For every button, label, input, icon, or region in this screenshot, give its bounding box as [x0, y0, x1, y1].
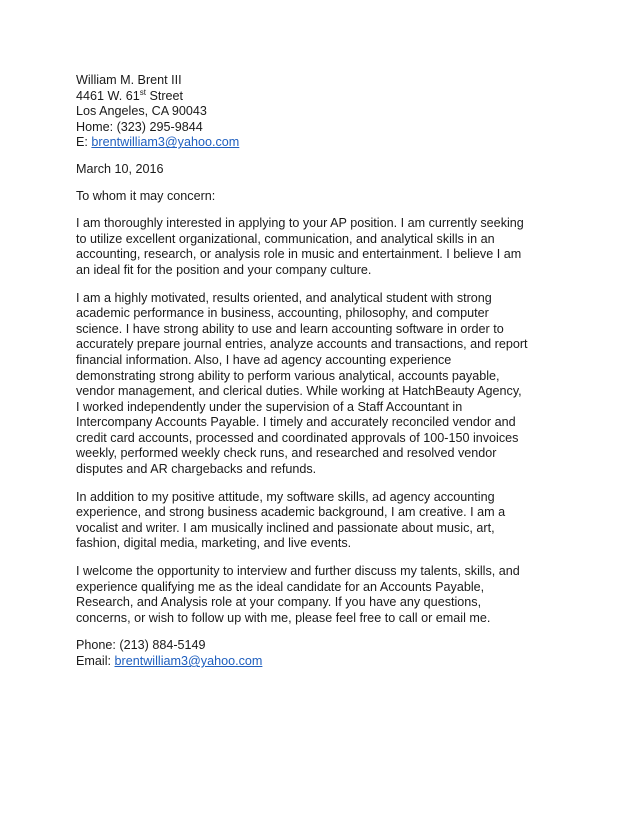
- paragraph-line: I am a highly motivated, results oriented, and analytical student with strong: [76, 290, 492, 305]
- sender-street: [76, 89, 566, 105]
- paragraph-line: accurately prepare journal entries, analyze accounts and transactions, and report: [76, 337, 528, 352]
- letter-body: [76, 216, 566, 638]
- paragraph-line: credit card accounts, processed and coordinated approvals of 100-150 invoices: [76, 430, 519, 445]
- contact-email-link[interactable]: brentwilliam3@yahoo.com: [114, 654, 263, 668]
- paragraph-line: concerns, or wish to follow up with me, please feel free to call or email me.: [76, 610, 491, 625]
- body-paragraph: [76, 291, 566, 478]
- street-name: Street: [145, 88, 184, 103]
- paragraph-line: experience, and strong business academic background, I am creative. I am a: [76, 505, 506, 520]
- paragraph-line: disputes and AR chargebacks and refunds.: [76, 462, 317, 477]
- paragraph-line: Intercompany Accounts Payable. I timely and accurately reconciled vendor and: [76, 415, 516, 430]
- sender-block: [76, 73, 566, 151]
- paragraph-line: an ideal fit for the position and your company culture.: [76, 262, 372, 277]
- contact-email-line: [76, 654, 566, 670]
- sender-email-label: E:: [76, 135, 92, 150]
- contact-phone: Phone: (213) 884-5149: [76, 638, 206, 653]
- paragraph-line: experience qualifying me as the ideal candidate for an Accounts Payable,: [76, 579, 485, 594]
- paragraph-line: to utilize excellent organizational, communication, and analytical skills in an: [76, 231, 495, 246]
- paragraph-line: I welcome the opportunity to interview and further discuss my talents, skills, and: [76, 564, 520, 579]
- paragraph-line: Research, and Analysis role at your company. If you have any questions,: [76, 595, 482, 610]
- body-paragraph: [76, 216, 566, 278]
- paragraph-line: I am thoroughly interested in applying to your AP position. I am currently seeking: [76, 216, 524, 231]
- contact-block: [76, 638, 566, 669]
- paragraph-line: demonstrating strong ability to perform various analytical, accounts payable,: [76, 368, 500, 383]
- paragraph-line: accounting, research, or analysis role in music and entertainment. I believe I am: [76, 247, 522, 262]
- contact-email-label: Email:: [76, 654, 115, 668]
- paragraph-line: academic performance in business, accounting, philosophy, and computer: [76, 306, 489, 321]
- paragraph-line: fashion, digital media, marketing, and live events.: [76, 536, 352, 551]
- sender-home-phone: Home: (323) 295-9844: [76, 119, 203, 134]
- body-paragraph: [76, 564, 566, 626]
- body-paragraph: [76, 490, 566, 552]
- paragraph-line: I worked independently under the supervision of a Staff Accountant in: [76, 399, 463, 414]
- letter-page: [76, 73, 566, 670]
- sender-city: Los Angeles, CA 90043: [76, 104, 207, 119]
- paragraph-line: weekly, performed weekly check runs, and researched and resolved vendor: [76, 446, 497, 461]
- sender-email-line: [76, 135, 566, 151]
- sender-name: William M. Brent III: [76, 73, 182, 87]
- letter-date: March 10, 2016: [76, 161, 164, 176]
- street-suffix: st: [139, 87, 146, 97]
- paragraph-line: vendor management, and clerical duties. While working at HatchBeauty Agency,: [76, 384, 522, 399]
- paragraph-line: vocalist and writer. I am musically inclined and passionate about music, art,: [76, 520, 495, 535]
- sender-email-link[interactable]: brentwilliam3@yahoo.com: [91, 135, 240, 150]
- street-number: 4461 W. 61: [76, 88, 140, 103]
- paragraph-line: In addition to my positive attitude, my software skills, ad agency accounting: [76, 489, 495, 504]
- paragraph-line: science. I have strong ability to use and learn accounting software in order to: [76, 321, 504, 336]
- salutation: To whom it may concern:: [76, 188, 216, 203]
- paragraph-line: financial information. Also, I have ad agency accounting experience: [76, 352, 452, 367]
